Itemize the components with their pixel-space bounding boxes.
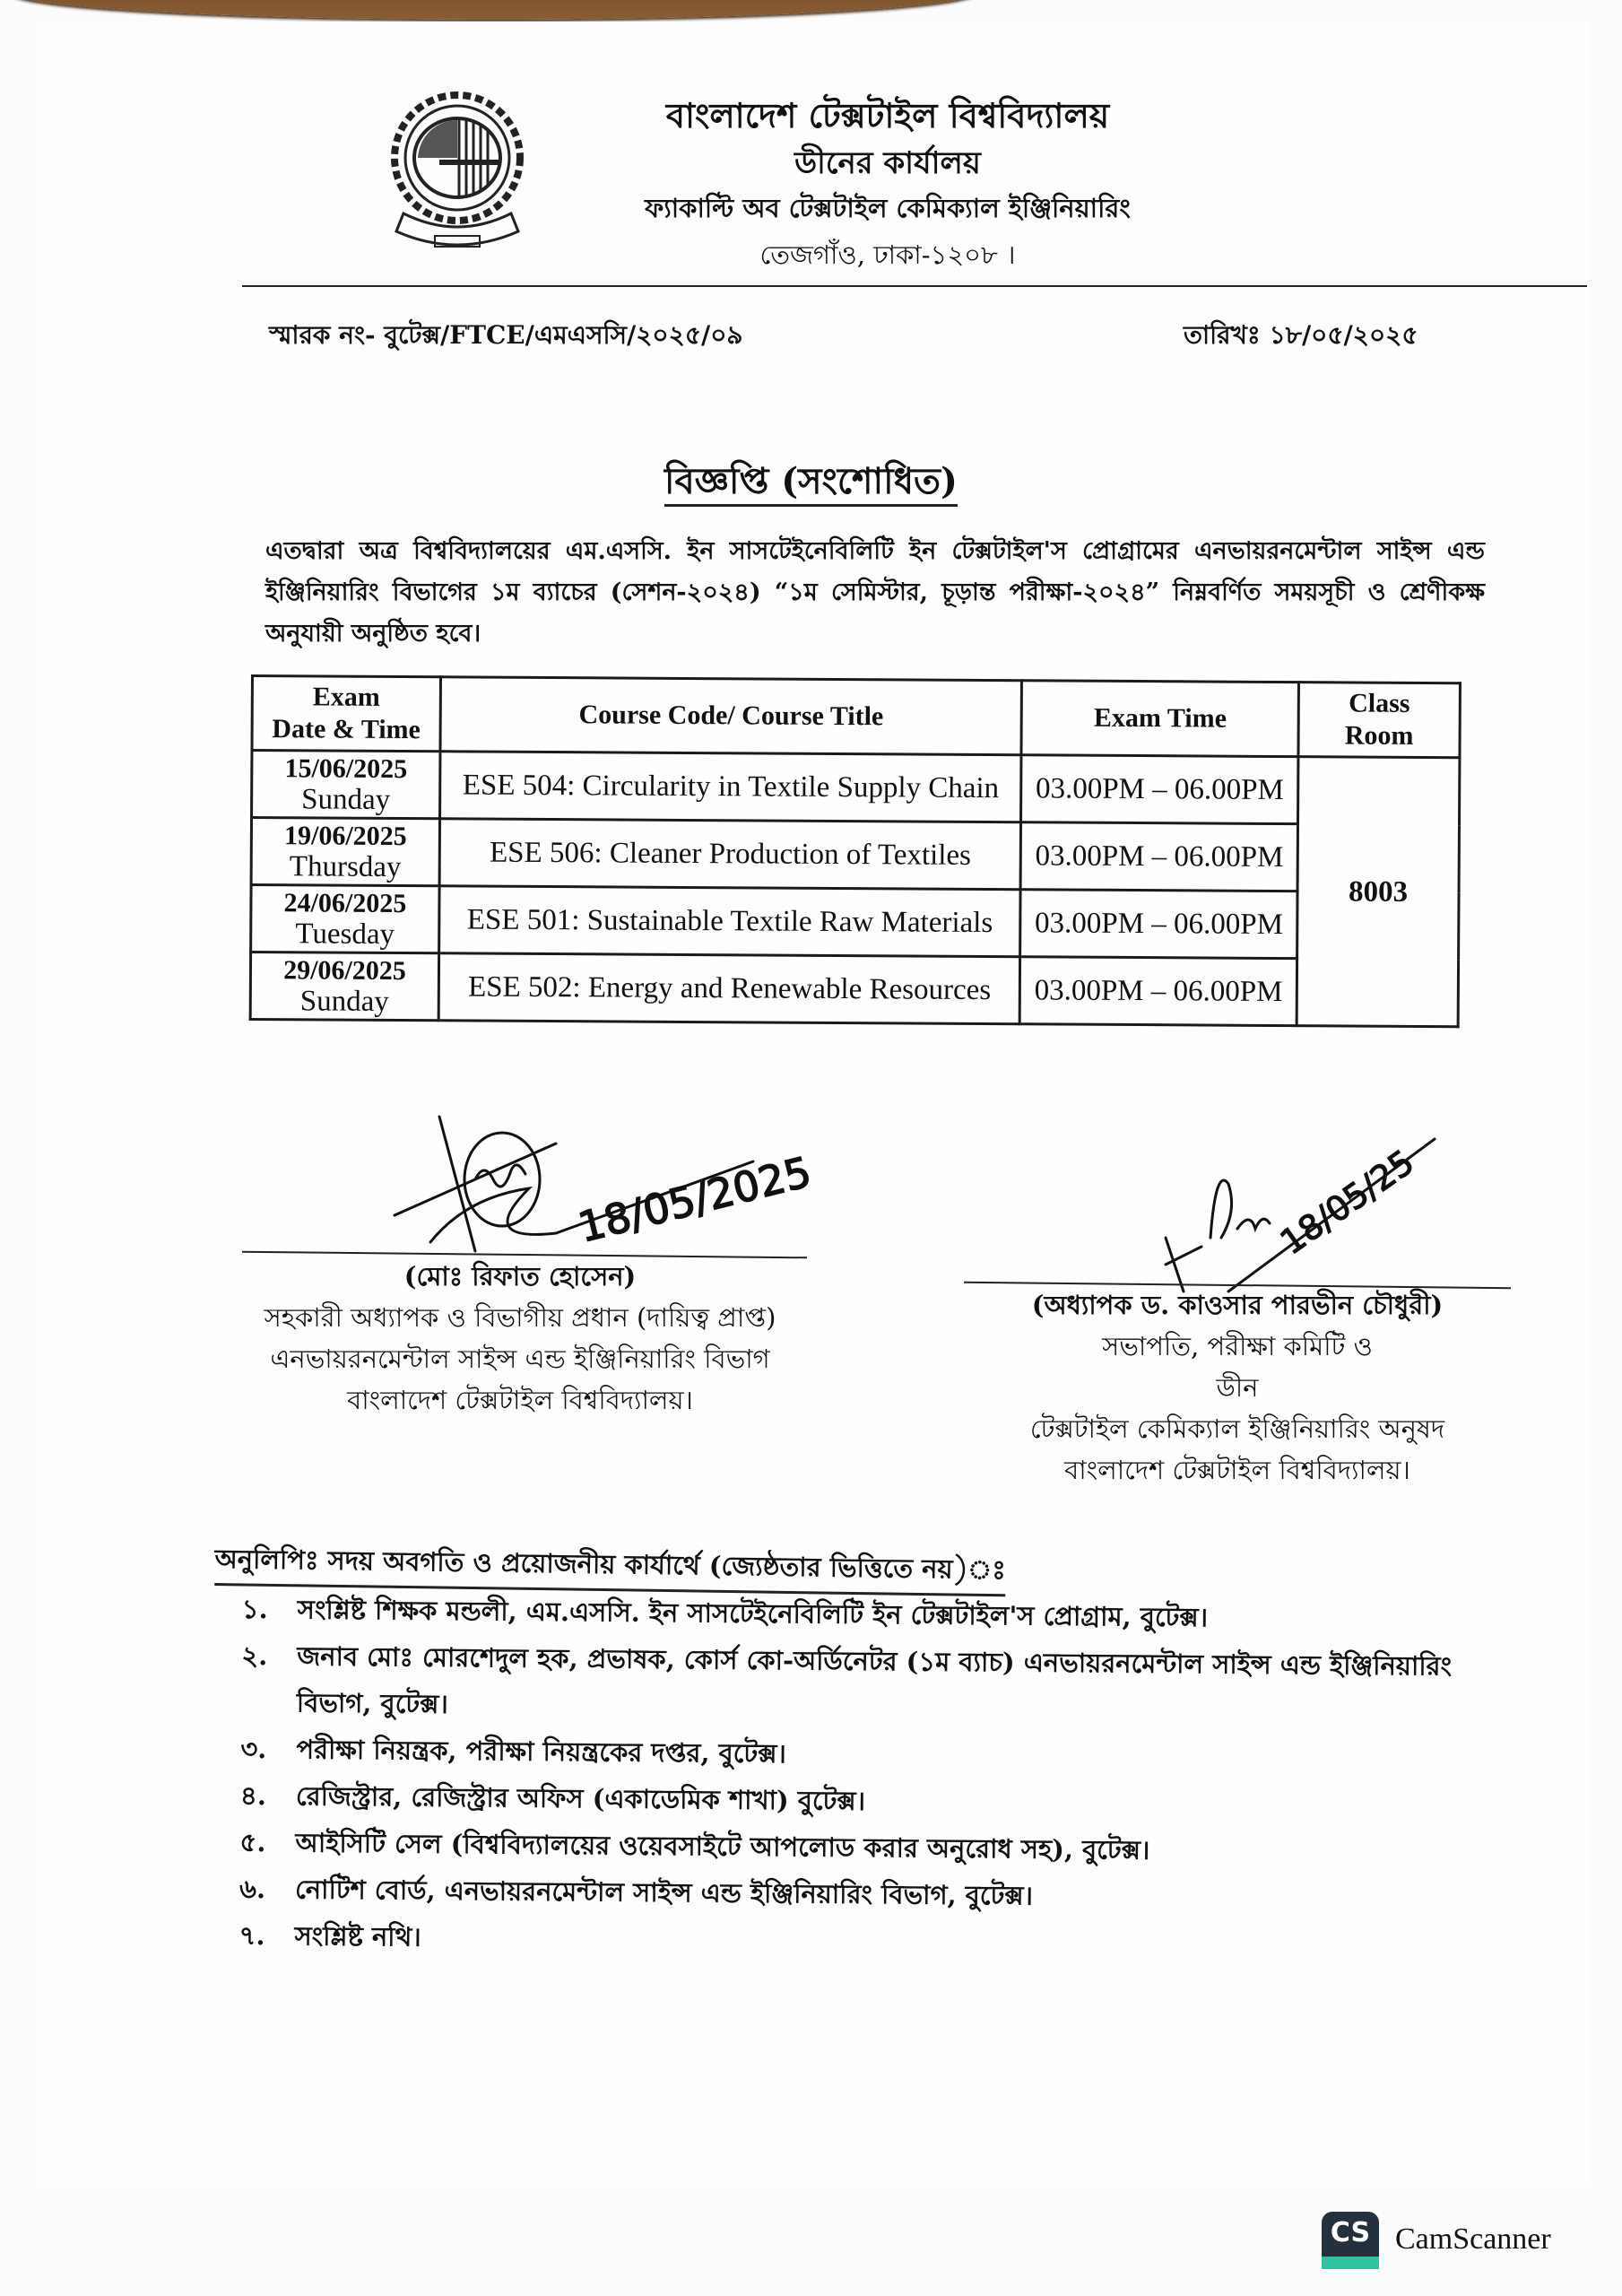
table-row — [250, 952, 1458, 1027]
camscanner-logo-icon — [1322, 2212, 1379, 2269]
right-signature-date: 18/05/25 — [1272, 1142, 1421, 1263]
course-title: ESE 506: Cleaner Production of Textiles — [439, 819, 1021, 890]
table-row — [251, 885, 1459, 960]
signatory-dept-left: এনভায়রনমেন্টাল সাইন্স এন্ড ইঞ্জিনিয়ারিং বিভাগ — [270, 1344, 770, 1374]
class-room: 8003 — [1297, 757, 1460, 1027]
exam-schedule-table — [249, 674, 1462, 1028]
faculty-name: ফ্যাকাল্টি অব টেক্সটাইল কেমিক্যাল ইঞ্জিনিয়ারিং — [645, 193, 1131, 223]
notice-title — [0, 453, 1622, 513]
header-room: Class Room — [1298, 683, 1461, 758]
course-title: ESE 502: Energy and Renewable Resources — [438, 953, 1020, 1024]
course-title: ESE 501: Sustainable Textile Raw Materials — [439, 886, 1021, 957]
exam-time: 03.00PM – 06.00PM — [1021, 755, 1298, 824]
header-time: Exam Time — [1021, 681, 1298, 757]
list-item: ৫. আইসিটি সেল (বিশ্ববিদ্যালয়ের ওয়েবসাইটে আপলোড করার অনুরোধ সহ), বুটেক্স। — [239, 1826, 1150, 1866]
signatory-role-right: ডীন — [1216, 1372, 1259, 1403]
exam-date: 29/06/2025 Sunday — [250, 952, 438, 1021]
signatory-faculty-right: টেক্সটাইল কেমিক্যাল ইঞ্জিনিয়ারিং অনুষদ — [1029, 1413, 1445, 1444]
table-row — [251, 818, 1459, 892]
camscanner-logo-letters: CS — [1330, 2217, 1371, 2248]
office-name: ডীনের কার্যালয় — [794, 145, 981, 181]
scan-edge-shadow — [9, 0, 977, 20]
notice-title-text: বিজ্ঞপ্তি (সংশোধিত) — [664, 460, 958, 507]
list-item: ২. জনাব মোঃ মোরশেদুল হক, প্রভাষক, কোর্স কো-অর্ডিনেটর (১ম ব্যাচ) এনভায়রনমেন্টাল সাইন্স এন্ড ইঞ্জিনিয়ারিং বিভাগ, বুটেক্স। — [241, 1639, 1453, 1720]
university-name: বাংলাদেশ টেক্সটাইল বিশ্ববিদ্যালয় — [665, 95, 1110, 135]
left-signature-date: 18/05/2025 — [573, 1147, 816, 1252]
signatory-title-right: সভাপতি, পরীক্ষা কমিটি ও — [1102, 1331, 1373, 1361]
table-row — [252, 751, 1460, 825]
address: তেজগাঁও, ঢাকা-১২০৮ । — [759, 239, 1016, 270]
exam-time: 03.00PM – 06.00PM — [1020, 957, 1297, 1026]
course-title: ESE 504: Circularity in Textile Supply Chain — [440, 752, 1022, 822]
signatory-university-right: বাংলাদেশ টেক্সটাইল বিশ্ববিদ্যালয়। — [1064, 1455, 1410, 1485]
signatory-university-left: বাংলাদেশ টেক্সটাইল বিশ্ববিদ্যালয়। — [347, 1385, 693, 1415]
signature-left-icon — [377, 1108, 816, 1260]
header-course: Course Code/ Course Title — [440, 677, 1022, 755]
table-header-row — [252, 676, 1460, 758]
list-item: ৩. পরীক্ষা নিয়ন্ত্রক, পরীক্ষা নিয়ন্ত্রকের দপ্তর, বুটেক্স। — [240, 1733, 787, 1770]
signature-right-icon — [1148, 1121, 1470, 1300]
header-date: Exam Date & Time — [252, 676, 441, 752]
exam-date: 15/06/2025 Sunday — [252, 751, 440, 819]
exam-date: 19/06/2025 Thursday — [251, 818, 439, 886]
notice-body: এতদ্বারা অত্র বিশ্ববিদ্যালয়ের এম.এসসি. ইন সাসটেইনেবিলিটি ইন টেক্সটাইল'স প্রোগ্রামের এনভায়রনমেন্টাল সাইন্স এন্ড ইঞ্জিনিয়ারিং বিভাগের ১ম ব্যাচের (সেশন-২০২৪) “১ম সেমিস্টার, চূড়ান্ত পরীক্ষা-২০২৪” নিম্নবর্ণিত সময়সূচী ও শ্রেণীকক্ষ অনুযায়ী অনুষ্ঠিত হবে। — [265, 537, 1485, 648]
signature-block-right — [968, 1284, 1506, 1491]
copies-list — [239, 1586, 1533, 1970]
signatory-title-left: সহকারী অধ্যাপক ও বিভাগীয় প্রধান (দায়িত্ব প্রাপ্ত) — [264, 1302, 776, 1333]
exam-date: 24/06/2025 Tuesday — [251, 885, 439, 953]
list-item: ৪. রেজিস্ট্রার, রেজিস্ট্রার অফিস (একাডেমিক শাখা) বুটেক্স। — [239, 1779, 866, 1817]
list-item: ৭. সংশ্লিষ্ট নথি। — [239, 1919, 421, 1952]
copies-title: অনুলিপিঃ সদয় অবগতি ও প্রয়োজনীয় কার্যার্থে (জ্যেষ্ঠতার ভিত্তিতে নয়)ঃ — [214, 1539, 1006, 1596]
list-item: ১. সংশ্লিষ্ট শিক্ষক মন্ডলী, এম.এসসি. ইন সাসটেইনেবিলিটি ইন টেক্সটাইল'স প্রোগ্রাম, বুটেক্স। — [241, 1593, 1209, 1633]
signature-block-left — [233, 1256, 807, 1421]
signatory-name-right: (অধ্যাপক ড. কাওসার পারভীন চৌধুরী) — [1031, 1290, 1444, 1320]
exam-time: 03.00PM – 06.00PM — [1020, 822, 1297, 891]
signatory-name-left: (মোঃ রিফাত হোসেন) — [403, 1261, 637, 1292]
camscanner-label: CamScanner — [1395, 2222, 1551, 2256]
exam-time: 03.00PM – 06.00PM — [1020, 890, 1297, 959]
memo-date: তারিখঃ ১৮/০৫/২০২৫ — [1184, 320, 1418, 350]
list-item: ৬. নোটিশ বোর্ড, এনভায়রনমেন্টাল সাইন্স এন্ড ইঞ্জিনিয়ারিং বিভাগ, বুটেক্স। — [239, 1873, 1034, 1911]
header-divider — [242, 285, 1587, 287]
camscanner-logo-stripe — [1322, 2257, 1379, 2269]
memo-reference: স্মারক নং- বুটেক্স/FTCE/এমএসসি/২০২৫/০৯ — [269, 320, 743, 350]
